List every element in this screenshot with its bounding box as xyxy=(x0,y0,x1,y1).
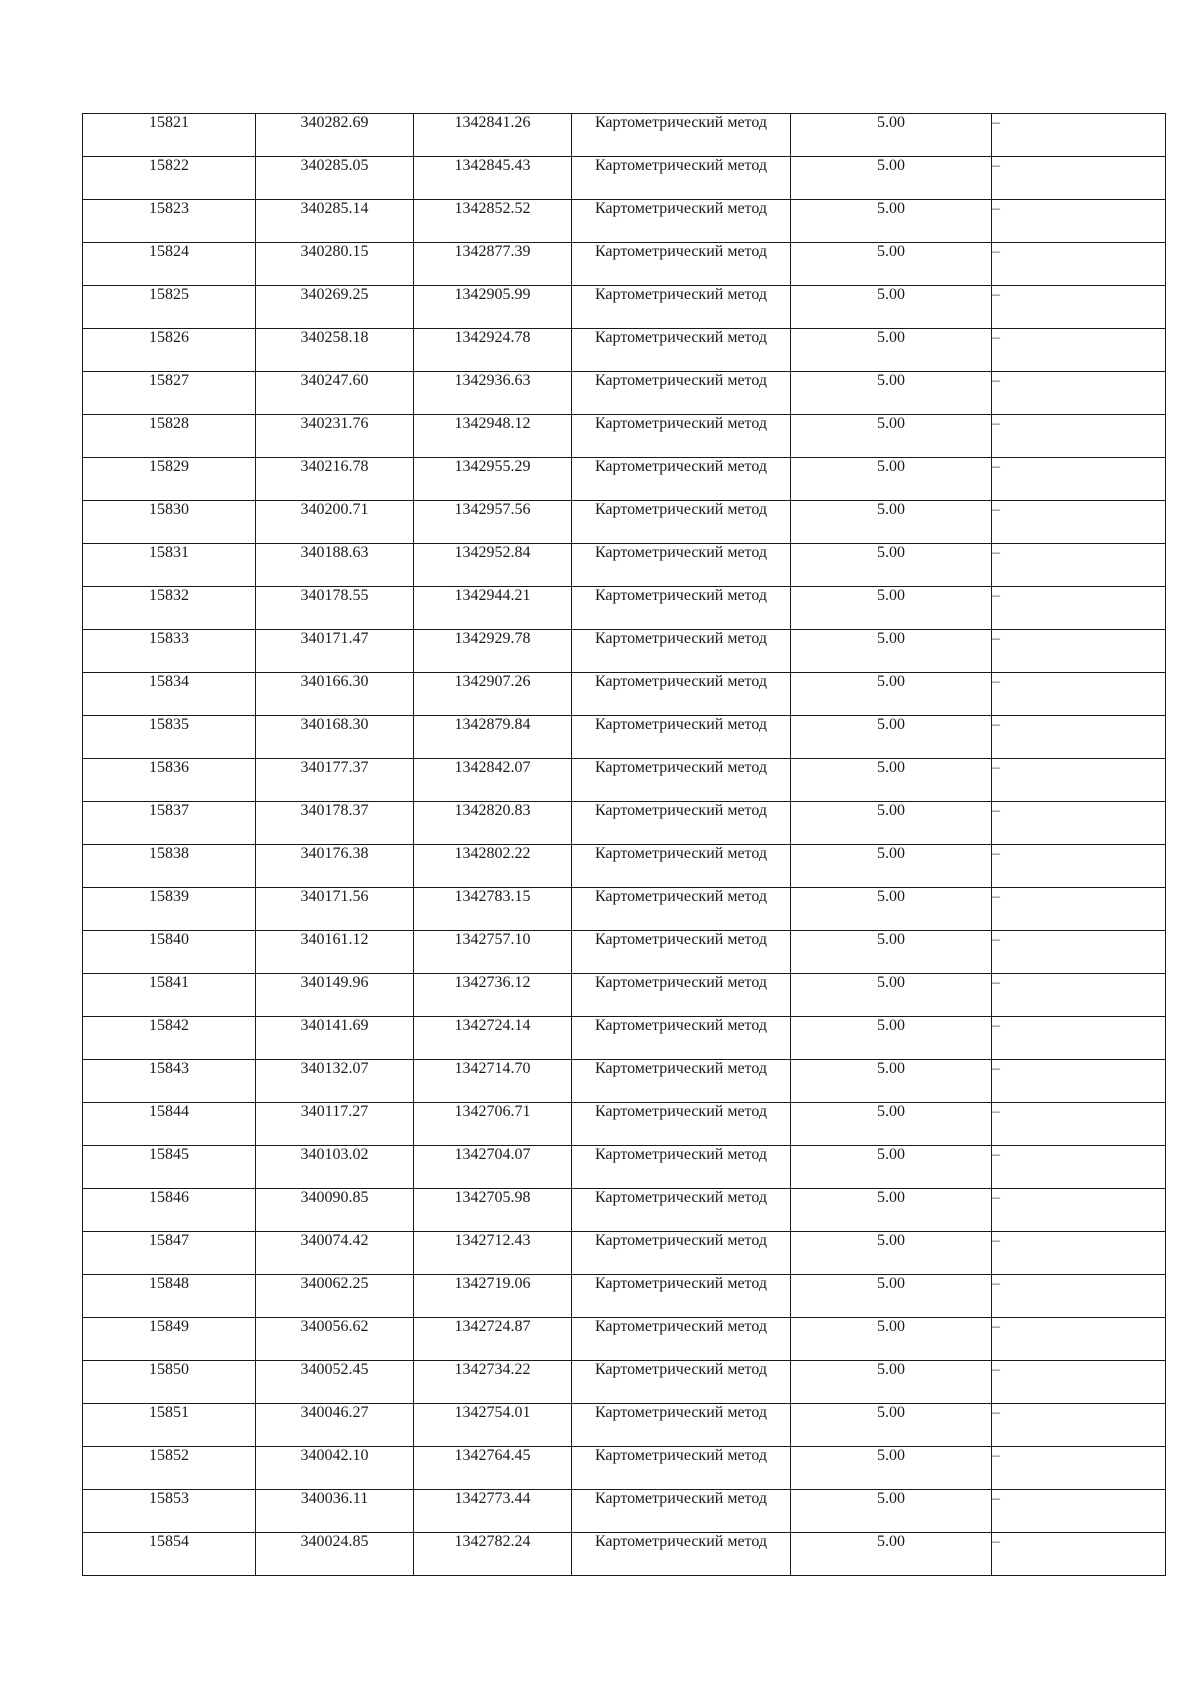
coordinate-x-cell: 340062.25 xyxy=(256,1275,414,1318)
accuracy-cell: 5.00 xyxy=(791,1146,992,1189)
table-row xyxy=(83,501,1166,544)
method-cell: Картометрический метод xyxy=(572,1318,791,1361)
description-text: – xyxy=(992,1146,1000,1163)
description-text: – xyxy=(992,931,1000,948)
point-number-cell: 15853 xyxy=(83,1490,256,1533)
accuracy-cell: 5.00 xyxy=(791,544,992,587)
coordinate-x-cell: 340168.30 xyxy=(256,716,414,759)
accuracy-cell: 5.00 xyxy=(791,200,992,243)
coordinate-x-cell: 340171.47 xyxy=(256,630,414,673)
point-number-cell: 15840 xyxy=(83,931,256,974)
accuracy-cell: 5.00 xyxy=(791,587,992,630)
point-number-cell: 15833 xyxy=(83,630,256,673)
table-row xyxy=(83,1404,1166,1447)
description-text: – xyxy=(992,845,1000,862)
method-cell: Картометрический метод xyxy=(572,759,791,802)
table-row xyxy=(83,1103,1166,1146)
accuracy-cell: 5.00 xyxy=(791,1361,992,1404)
table-row xyxy=(83,1361,1166,1404)
description-cell xyxy=(992,1103,1166,1146)
coordinate-x-cell: 340103.02 xyxy=(256,1146,414,1189)
table-row xyxy=(83,415,1166,458)
point-number-cell: 15849 xyxy=(83,1318,256,1361)
description-text: – xyxy=(992,802,1000,819)
description-cell xyxy=(992,673,1166,716)
accuracy-cell: 5.00 xyxy=(791,415,992,458)
method-cell: Картометрический метод xyxy=(572,931,791,974)
description-cell xyxy=(992,1318,1166,1361)
point-number-cell: 15847 xyxy=(83,1232,256,1275)
description-text: – xyxy=(992,888,1000,905)
description-cell xyxy=(992,888,1166,931)
coordinate-x-cell: 340171.56 xyxy=(256,888,414,931)
table-row xyxy=(83,845,1166,888)
coordinate-y-cell: 1342948.12 xyxy=(414,415,572,458)
method-cell: Картометрический метод xyxy=(572,243,791,286)
description-cell xyxy=(992,1232,1166,1275)
description-text: – xyxy=(992,1060,1000,1077)
method-cell: Картометрический метод xyxy=(572,1103,791,1146)
coordinate-y-cell: 1342706.71 xyxy=(414,1103,572,1146)
coordinate-y-cell: 1342841.26 xyxy=(414,114,572,157)
method-cell: Картометрический метод xyxy=(572,888,791,931)
coordinate-x-cell: 340166.30 xyxy=(256,673,414,716)
coordinate-y-cell: 1342957.56 xyxy=(414,501,572,544)
accuracy-cell: 5.00 xyxy=(791,1232,992,1275)
accuracy-cell: 5.00 xyxy=(791,329,992,372)
accuracy-cell: 5.00 xyxy=(791,1533,992,1576)
coordinate-x-cell: 340161.12 xyxy=(256,931,414,974)
method-cell: Картометрический метод xyxy=(572,1232,791,1275)
coordinate-y-cell: 1342955.29 xyxy=(414,458,572,501)
method-cell: Картометрический метод xyxy=(572,157,791,200)
description-text: – xyxy=(992,1103,1000,1120)
coordinate-x-cell: 340117.27 xyxy=(256,1103,414,1146)
description-cell xyxy=(992,587,1166,630)
description-cell xyxy=(992,243,1166,286)
description-text: – xyxy=(992,1447,1000,1464)
accuracy-cell: 5.00 xyxy=(791,458,992,501)
method-cell: Картометрический метод xyxy=(572,716,791,759)
description-text: – xyxy=(992,673,1000,690)
table-row xyxy=(83,114,1166,157)
method-cell: Картометрический метод xyxy=(572,845,791,888)
accuracy-cell: 5.00 xyxy=(791,157,992,200)
coordinate-x-cell: 340231.76 xyxy=(256,415,414,458)
description-cell xyxy=(992,157,1166,200)
point-number-cell: 15854 xyxy=(83,1533,256,1576)
point-number-cell: 15846 xyxy=(83,1189,256,1232)
description-cell xyxy=(992,931,1166,974)
method-cell: Картометрический метод xyxy=(572,415,791,458)
method-cell: Картометрический метод xyxy=(572,1017,791,1060)
method-cell: Картометрический метод xyxy=(572,974,791,1017)
point-number-cell: 15844 xyxy=(83,1103,256,1146)
method-cell: Картометрический метод xyxy=(572,1447,791,1490)
description-cell xyxy=(992,1189,1166,1232)
description-text: – xyxy=(992,1232,1000,1249)
accuracy-cell: 5.00 xyxy=(791,286,992,329)
coordinate-y-cell: 1342754.01 xyxy=(414,1404,572,1447)
description-cell xyxy=(992,1275,1166,1318)
accuracy-cell: 5.00 xyxy=(791,1189,992,1232)
coordinate-y-cell: 1342845.43 xyxy=(414,157,572,200)
point-number-cell: 15845 xyxy=(83,1146,256,1189)
table-row xyxy=(83,458,1166,501)
table-row xyxy=(83,157,1166,200)
point-number-cell: 15829 xyxy=(83,458,256,501)
point-number-cell: 15825 xyxy=(83,286,256,329)
coordinate-y-cell: 1342952.84 xyxy=(414,544,572,587)
table-row xyxy=(83,673,1166,716)
method-cell: Картометрический метод xyxy=(572,1361,791,1404)
table-row xyxy=(83,1533,1166,1576)
description-text: – xyxy=(992,200,1000,217)
point-number-cell: 15837 xyxy=(83,802,256,845)
description-cell xyxy=(992,200,1166,243)
accuracy-cell: 5.00 xyxy=(791,1318,992,1361)
description-cell xyxy=(992,845,1166,888)
table-row xyxy=(83,1232,1166,1275)
description-cell xyxy=(992,802,1166,845)
description-cell xyxy=(992,759,1166,802)
method-cell: Картометрический метод xyxy=(572,329,791,372)
description-cell xyxy=(992,1017,1166,1060)
coordinate-y-cell: 1342724.14 xyxy=(414,1017,572,1060)
table-row xyxy=(83,286,1166,329)
method-cell: Картометрический метод xyxy=(572,501,791,544)
description-text: – xyxy=(992,1361,1000,1378)
description-text: – xyxy=(992,759,1000,776)
coordinate-x-cell: 340178.37 xyxy=(256,802,414,845)
description-text: – xyxy=(992,157,1000,174)
description-cell xyxy=(992,1146,1166,1189)
table-row xyxy=(83,716,1166,759)
coordinate-y-cell: 1342924.78 xyxy=(414,329,572,372)
coordinate-x-cell: 340042.10 xyxy=(256,1447,414,1490)
method-cell: Картометрический метод xyxy=(572,1404,791,1447)
accuracy-cell: 5.00 xyxy=(791,501,992,544)
point-number-cell: 15822 xyxy=(83,157,256,200)
coordinate-y-cell: 1342852.52 xyxy=(414,200,572,243)
description-text: – xyxy=(992,372,1000,389)
method-cell: Картометрический метод xyxy=(572,1275,791,1318)
table-row xyxy=(83,372,1166,415)
coordinate-y-cell: 1342704.07 xyxy=(414,1146,572,1189)
accuracy-cell: 5.00 xyxy=(791,243,992,286)
accuracy-cell: 5.00 xyxy=(791,759,992,802)
point-number-cell: 15821 xyxy=(83,114,256,157)
description-cell xyxy=(992,716,1166,759)
point-number-cell: 15848 xyxy=(83,1275,256,1318)
table-row xyxy=(83,243,1166,286)
method-cell: Картометрический метод xyxy=(572,544,791,587)
method-cell: Картометрический метод xyxy=(572,1060,791,1103)
coordinate-y-cell: 1342719.06 xyxy=(414,1275,572,1318)
description-text: – xyxy=(992,329,1000,346)
method-cell: Картометрический метод xyxy=(572,587,791,630)
method-cell: Картометрический метод xyxy=(572,1533,791,1576)
table-row xyxy=(83,1318,1166,1361)
method-cell: Картометрический метод xyxy=(572,200,791,243)
accuracy-cell: 5.00 xyxy=(791,845,992,888)
description-cell xyxy=(992,415,1166,458)
accuracy-cell: 5.00 xyxy=(791,888,992,931)
point-number-cell: 15823 xyxy=(83,200,256,243)
point-number-cell: 15841 xyxy=(83,974,256,1017)
method-cell: Картометрический метод xyxy=(572,458,791,501)
coordinate-y-cell: 1342783.15 xyxy=(414,888,572,931)
description-text: – xyxy=(992,1275,1000,1292)
description-text: – xyxy=(992,1189,1000,1206)
description-text: – xyxy=(992,587,1000,604)
coordinate-y-cell: 1342879.84 xyxy=(414,716,572,759)
coordinate-x-cell: 340188.63 xyxy=(256,544,414,587)
coordinate-x-cell: 340177.37 xyxy=(256,759,414,802)
accuracy-cell: 5.00 xyxy=(791,1447,992,1490)
description-cell xyxy=(992,372,1166,415)
coordinate-y-cell: 1342907.26 xyxy=(414,673,572,716)
coordinate-y-cell: 1342802.22 xyxy=(414,845,572,888)
description-text: – xyxy=(992,974,1000,991)
table-row xyxy=(83,1060,1166,1103)
description-text: – xyxy=(992,1533,1000,1550)
table-row xyxy=(83,1275,1166,1318)
description-text: – xyxy=(992,1404,1000,1421)
coordinate-y-cell: 1342773.44 xyxy=(414,1490,572,1533)
point-number-cell: 15835 xyxy=(83,716,256,759)
table-row xyxy=(83,630,1166,673)
coordinate-x-cell: 340178.55 xyxy=(256,587,414,630)
description-cell xyxy=(992,329,1166,372)
method-cell: Картометрический метод xyxy=(572,114,791,157)
table-row xyxy=(83,759,1166,802)
description-text: – xyxy=(992,630,1000,647)
coordinate-y-cell: 1342724.87 xyxy=(414,1318,572,1361)
coordinate-x-cell: 340141.69 xyxy=(256,1017,414,1060)
description-cell xyxy=(992,1060,1166,1103)
point-number-cell: 15824 xyxy=(83,243,256,286)
description-text: – xyxy=(992,1318,1000,1335)
point-number-cell: 15826 xyxy=(83,329,256,372)
accuracy-cell: 5.00 xyxy=(791,931,992,974)
coordinate-y-cell: 1342712.43 xyxy=(414,1232,572,1275)
description-cell xyxy=(992,286,1166,329)
coordinate-x-cell: 340285.05 xyxy=(256,157,414,200)
coordinate-x-cell: 340024.85 xyxy=(256,1533,414,1576)
coordinate-x-cell: 340052.45 xyxy=(256,1361,414,1404)
coordinate-x-cell: 340132.07 xyxy=(256,1060,414,1103)
table-row xyxy=(83,802,1166,845)
coordinate-x-cell: 340056.62 xyxy=(256,1318,414,1361)
description-text: – xyxy=(992,501,1000,518)
coordinate-x-cell: 340269.25 xyxy=(256,286,414,329)
accuracy-cell: 5.00 xyxy=(791,1490,992,1533)
coordinates-table xyxy=(82,113,1166,1576)
point-number-cell: 15839 xyxy=(83,888,256,931)
point-number-cell: 15836 xyxy=(83,759,256,802)
coordinate-y-cell: 1342757.10 xyxy=(414,931,572,974)
accuracy-cell: 5.00 xyxy=(791,372,992,415)
point-number-cell: 15843 xyxy=(83,1060,256,1103)
coordinate-y-cell: 1342944.21 xyxy=(414,587,572,630)
table-row xyxy=(83,200,1166,243)
description-text: – xyxy=(992,458,1000,475)
coordinates-table-body xyxy=(83,114,1166,1576)
table-row xyxy=(83,1490,1166,1533)
accuracy-cell: 5.00 xyxy=(791,1275,992,1318)
coordinate-y-cell: 1342705.98 xyxy=(414,1189,572,1232)
point-number-cell: 15831 xyxy=(83,544,256,587)
coordinate-y-cell: 1342736.12 xyxy=(414,974,572,1017)
description-cell xyxy=(992,1533,1166,1576)
accuracy-cell: 5.00 xyxy=(791,1103,992,1146)
accuracy-cell: 5.00 xyxy=(791,1404,992,1447)
point-number-cell: 15852 xyxy=(83,1447,256,1490)
coordinate-y-cell: 1342734.22 xyxy=(414,1361,572,1404)
coordinate-y-cell: 1342820.83 xyxy=(414,802,572,845)
table-row xyxy=(83,544,1166,587)
coordinate-y-cell: 1342714.70 xyxy=(414,1060,572,1103)
description-text: – xyxy=(992,716,1000,733)
coordinate-x-cell: 340280.15 xyxy=(256,243,414,286)
method-cell: Картометрический метод xyxy=(572,1146,791,1189)
accuracy-cell: 5.00 xyxy=(791,1060,992,1103)
description-text: – xyxy=(992,243,1000,260)
description-cell xyxy=(992,1361,1166,1404)
method-cell: Картометрический метод xyxy=(572,673,791,716)
description-text: – xyxy=(992,1490,1000,1507)
method-cell: Картометрический метод xyxy=(572,372,791,415)
point-number-cell: 15838 xyxy=(83,845,256,888)
description-cell xyxy=(992,1404,1166,1447)
coordinate-y-cell: 1342905.99 xyxy=(414,286,572,329)
description-cell xyxy=(992,458,1166,501)
table-row xyxy=(83,329,1166,372)
table-row xyxy=(83,1146,1166,1189)
description-text: – xyxy=(992,286,1000,303)
accuracy-cell: 5.00 xyxy=(791,673,992,716)
description-cell xyxy=(992,1490,1166,1533)
coordinate-y-cell: 1342842.07 xyxy=(414,759,572,802)
method-cell: Картометрический метод xyxy=(572,1490,791,1533)
coordinate-x-cell: 340046.27 xyxy=(256,1404,414,1447)
description-text: – xyxy=(992,114,1000,131)
point-number-cell: 15827 xyxy=(83,372,256,415)
point-number-cell: 15842 xyxy=(83,1017,256,1060)
accuracy-cell: 5.00 xyxy=(791,1017,992,1060)
description-cell xyxy=(992,501,1166,544)
coordinate-x-cell: 340149.96 xyxy=(256,974,414,1017)
table-row xyxy=(83,1447,1166,1490)
accuracy-cell: 5.00 xyxy=(791,630,992,673)
description-cell xyxy=(992,974,1166,1017)
table-row xyxy=(83,974,1166,1017)
accuracy-cell: 5.00 xyxy=(791,114,992,157)
coordinate-x-cell: 340216.78 xyxy=(256,458,414,501)
coordinate-x-cell: 340090.85 xyxy=(256,1189,414,1232)
table-row xyxy=(83,1017,1166,1060)
coordinate-y-cell: 1342764.45 xyxy=(414,1447,572,1490)
accuracy-cell: 5.00 xyxy=(791,802,992,845)
description-cell xyxy=(992,114,1166,157)
description-text: – xyxy=(992,1017,1000,1034)
coordinate-x-cell: 340258.18 xyxy=(256,329,414,372)
coordinate-x-cell: 340282.69 xyxy=(256,114,414,157)
coordinate-x-cell: 340285.14 xyxy=(256,200,414,243)
accuracy-cell: 5.00 xyxy=(791,716,992,759)
point-number-cell: 15851 xyxy=(83,1404,256,1447)
coordinate-x-cell: 340200.71 xyxy=(256,501,414,544)
description-text: – xyxy=(992,415,1000,432)
description-text: – xyxy=(992,544,1000,561)
method-cell: Картометрический метод xyxy=(572,802,791,845)
point-number-cell: 15830 xyxy=(83,501,256,544)
accuracy-cell: 5.00 xyxy=(791,974,992,1017)
point-number-cell: 15834 xyxy=(83,673,256,716)
coordinate-y-cell: 1342936.63 xyxy=(414,372,572,415)
description-cell xyxy=(992,1447,1166,1490)
table-row xyxy=(83,587,1166,630)
coordinate-y-cell: 1342929.78 xyxy=(414,630,572,673)
coordinate-x-cell: 340036.11 xyxy=(256,1490,414,1533)
table-row xyxy=(83,888,1166,931)
method-cell: Картометрический метод xyxy=(572,1189,791,1232)
point-number-cell: 15828 xyxy=(83,415,256,458)
description-cell xyxy=(992,544,1166,587)
table-row xyxy=(83,931,1166,974)
method-cell: Картометрический метод xyxy=(572,630,791,673)
coordinate-y-cell: 1342782.24 xyxy=(414,1533,572,1576)
table-row xyxy=(83,1189,1166,1232)
point-number-cell: 15850 xyxy=(83,1361,256,1404)
coordinate-x-cell: 340176.38 xyxy=(256,845,414,888)
coordinate-y-cell: 1342877.39 xyxy=(414,243,572,286)
method-cell: Картометрический метод xyxy=(572,286,791,329)
coordinate-x-cell: 340247.60 xyxy=(256,372,414,415)
coordinate-x-cell: 340074.42 xyxy=(256,1232,414,1275)
description-cell xyxy=(992,630,1166,673)
point-number-cell: 15832 xyxy=(83,587,256,630)
